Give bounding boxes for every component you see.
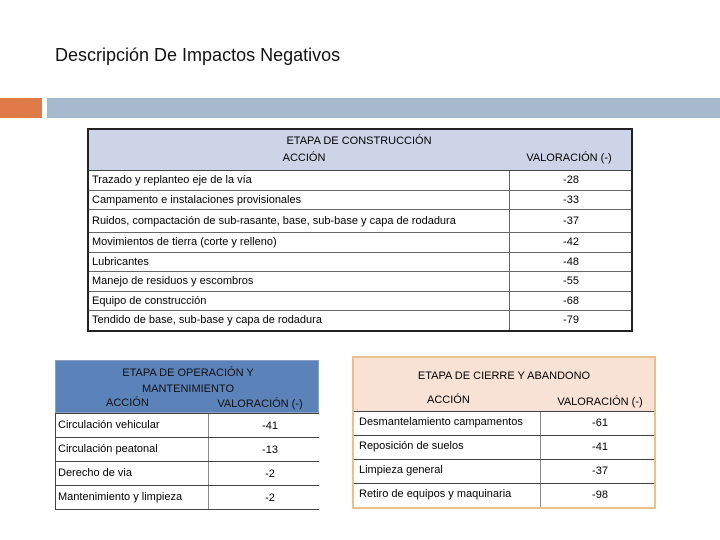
- row-action: Circulación peatonal: [58, 443, 158, 455]
- construction-table-header: [89, 130, 631, 171]
- closure-table: [352, 356, 656, 509]
- table-row: [56, 486, 319, 510]
- closure-col-value: VALORACIÓN (-): [557, 396, 643, 408]
- row-action: Movimientos de tierra (corte y relleno): [92, 236, 277, 248]
- row-value: -68: [563, 294, 579, 307]
- row-value: -42: [563, 236, 579, 248]
- table-row: [354, 459, 654, 483]
- row-action: Manejo de residuos y escombros: [92, 275, 254, 287]
- operation-stage-line1: ETAPA DE OPERACIÓN Y: [122, 367, 254, 379]
- row-value: -98: [592, 489, 608, 501]
- table-row: [56, 438, 319, 462]
- row-action: Ruidos, compactación de sub-rasante, base, sub-base y capa de rodadura: [92, 215, 456, 227]
- row-value: -37: [563, 215, 579, 227]
- operation-table: [55, 360, 319, 510]
- operation-stage-title: [56, 365, 320, 397]
- row-value: -37: [592, 465, 608, 477]
- row-value: -48: [563, 255, 579, 268]
- row-value: -79: [563, 314, 579, 326]
- table-row: [89, 311, 631, 330]
- operation-col-value: VALORACIÓN (-): [217, 398, 303, 410]
- accent-bar-orange: [0, 98, 42, 118]
- row-action: Tendido de base, sub-base y capa de rodadura: [92, 314, 322, 326]
- table-row: [354, 483, 654, 507]
- page-title: Descripción De Impactos Negativos: [55, 45, 341, 65]
- construction-col-value: VALORACIÓN (-): [526, 152, 612, 164]
- row-action: Mantenimiento y limpieza: [58, 491, 183, 503]
- row-value: -61: [592, 417, 608, 429]
- closure-stage-title: ETAPA DE CIERRE Y ABANDONO: [417, 370, 591, 382]
- table-row: [89, 292, 631, 312]
- row-action: Desmantelamiento campamentos: [359, 416, 523, 428]
- table-row: [89, 191, 631, 211]
- table-row: [354, 435, 654, 459]
- operation-col-action: ACCIÓN: [106, 397, 149, 409]
- row-value: -33: [563, 193, 579, 206]
- table-row: [354, 411, 654, 435]
- row-action: Campamento e instalaciones provisionales: [92, 193, 302, 206]
- table-row: [89, 210, 631, 233]
- row-action: Derecho de via: [58, 467, 132, 479]
- operation-table-header: [55, 360, 319, 413]
- row-value: -2: [265, 468, 275, 480]
- row-action: Circulación vehicular: [58, 419, 160, 431]
- row-value: -41: [262, 420, 278, 432]
- row-action: Limpieza general: [359, 464, 443, 476]
- row-value: -28: [563, 174, 579, 186]
- row-value: -41: [592, 441, 608, 453]
- row-value: -2: [265, 492, 275, 504]
- closure-table-header: [354, 358, 654, 411]
- row-action: Retiro de equipos y maquinaria: [359, 488, 512, 500]
- row-value: -55: [563, 275, 579, 287]
- row-action: Reposición de suelos: [359, 440, 464, 452]
- row-value: -13: [262, 444, 278, 456]
- construction-table: [87, 128, 633, 332]
- table-row: [89, 272, 631, 292]
- row-action: Trazado y replanteo eje de la vía: [92, 174, 252, 186]
- table-row: [56, 462, 319, 486]
- table-row: [89, 171, 631, 191]
- table-row: [56, 414, 319, 438]
- operation-stage-line2: MANTENIMIENTO: [141, 383, 235, 395]
- closure-col-action: ACCIÓN: [427, 394, 470, 406]
- row-action: Equipo de construcción: [92, 294, 207, 307]
- construction-col-action: ACCIÓN: [282, 152, 326, 164]
- table-row: [89, 233, 631, 253]
- table-row: [89, 253, 631, 273]
- construction-stage-title: ETAPA DE CONSTRUCCIÓN: [286, 135, 432, 147]
- row-action: Lubricantes: [92, 255, 149, 268]
- accent-bar-blue: [47, 98, 720, 118]
